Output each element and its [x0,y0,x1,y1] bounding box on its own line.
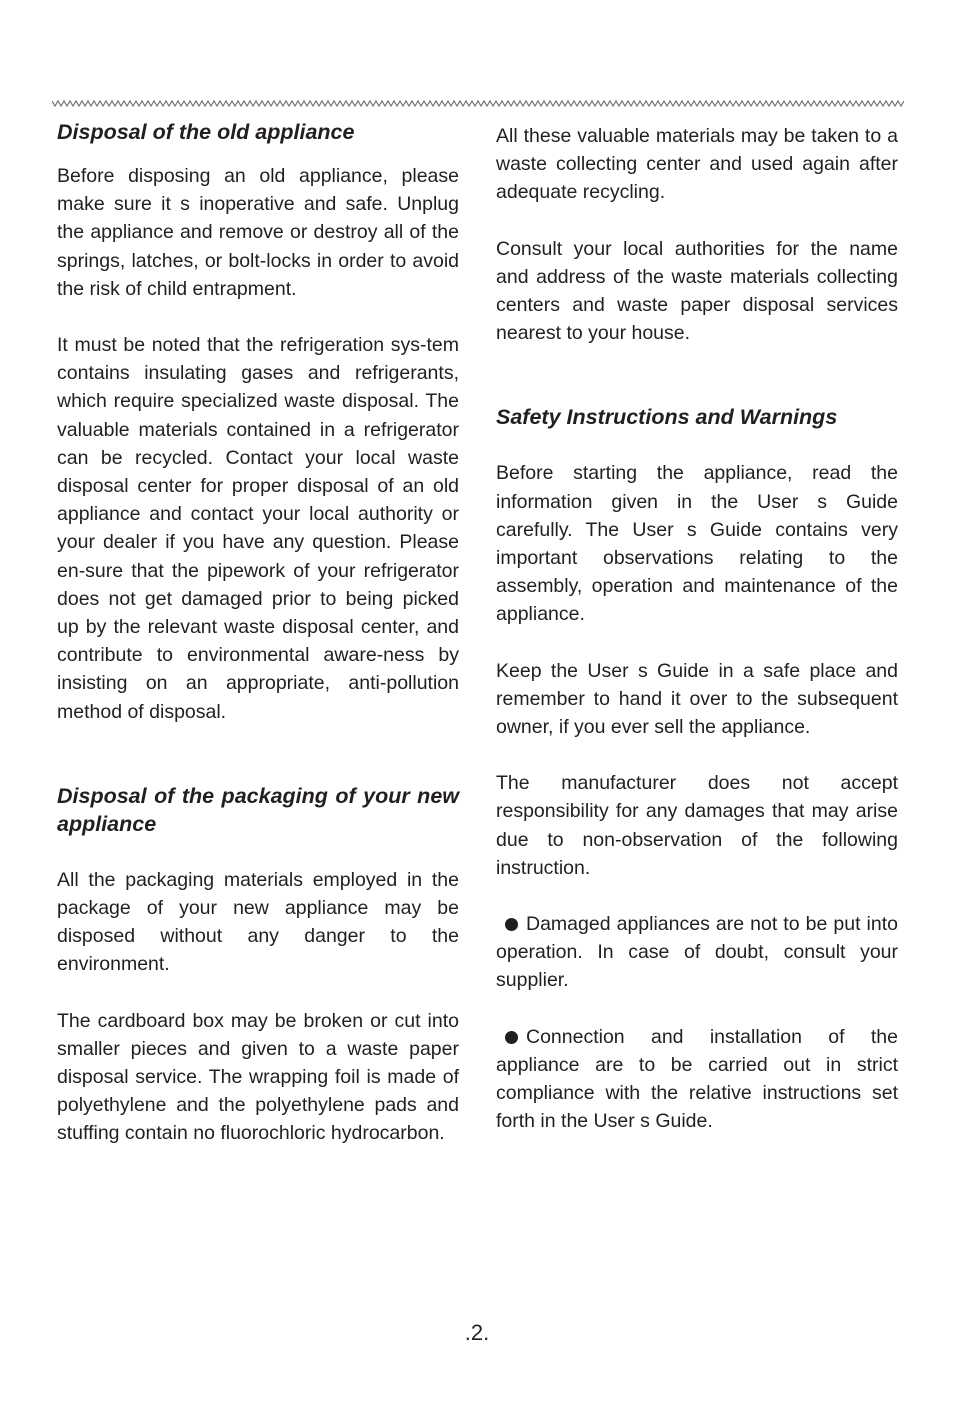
bullet-connection-text: Connection and installation of the appliance are to be carried out in strict compliance with the relative instructions set forth in the User s Guide. [496,1025,898,1133]
bullet-damaged-appliances [496,910,898,995]
paragraph-recycling: All these valuable materials may be taken to a waste collecting center and used again after adequate recycling. [496,125,898,204]
paragraph-read-guide: Before starting the appliance, read the information given in the User s Guide carefully. The User s Guide contains very important observations relating to the assembly, operation and maintenance of the appliance. [496,462,898,626]
heading-packaging-disposal: Disposal of the packaging of your new appliance [57,783,459,836]
bullet-icon [505,1031,518,1044]
left-column [57,118,459,1148]
paragraph-manufacturer-liability: The manufacturer does not accept responsibility for any damages that may arise due to non-observation of the following instruction. [496,772,898,879]
bullet-connection-installation [496,1023,898,1136]
paragraph-consult-authorities: Consult your local authorities for the name and address of the waste materials collecting centers and waste paper disposal services nearest to your house. [496,237,898,345]
paragraph-packaging-2: The cardboard box may be broken or cut into smaller pieces and given to a waste paper disposal service. The wrapping foil is made of polyethylene and the polyethylene pads and stuffing contain no fluorochloric hydrocarbon. [57,1009,459,1145]
right-column [496,122,898,1135]
paragraph-packaging-1: All the packaging materials employed in the package of your new appliance may be disposed without any danger to the environment. [57,868,459,976]
page-number: .2. [464,1320,490,1345]
paragraph-keep-guide: Keep the User s Guide in a safe place and remember to hand it over to the subsequent owner, if you ever sell the appliance. [496,659,898,739]
bullet-icon [505,918,518,931]
paragraph-old-appliance-1: Before disposing an old appliance, please make sure it s inoperative and safe. Unplug the appliance and remove or destroy all of the springs, latches, or bolt-locks in order to avoid the risk of child entrapment. [57,165,459,300]
bullet-damaged-text: Damaged appliances are not to be put into operation. In case of doubt, consult your supplier. [496,913,898,992]
heading-safety-instructions: Safety Instructions and Warnings [496,405,838,430]
heading-old-appliance-disposal: Disposal of the old appliance [57,120,355,144]
header-zigzag-rule [52,99,904,108]
paragraph-old-appliance-2: It must be noted that the refrigeration sys-tem contains insulating gases and refrigerants, which require specialized waste disposal. The valuable materials contained in a refrigerator can be recycled. Contact your local waste disposal center for proper disposal of an old appliance and contact your local authority or your dealer if you have any question. Please en-sure that the pipework of your refrigerator does not get damaged prior to being picked up by the relevant waste disposal center, and contribute to environmental aware-ness by insisting on an appropriate, anti-pollution method of disposal. [57,334,459,723]
